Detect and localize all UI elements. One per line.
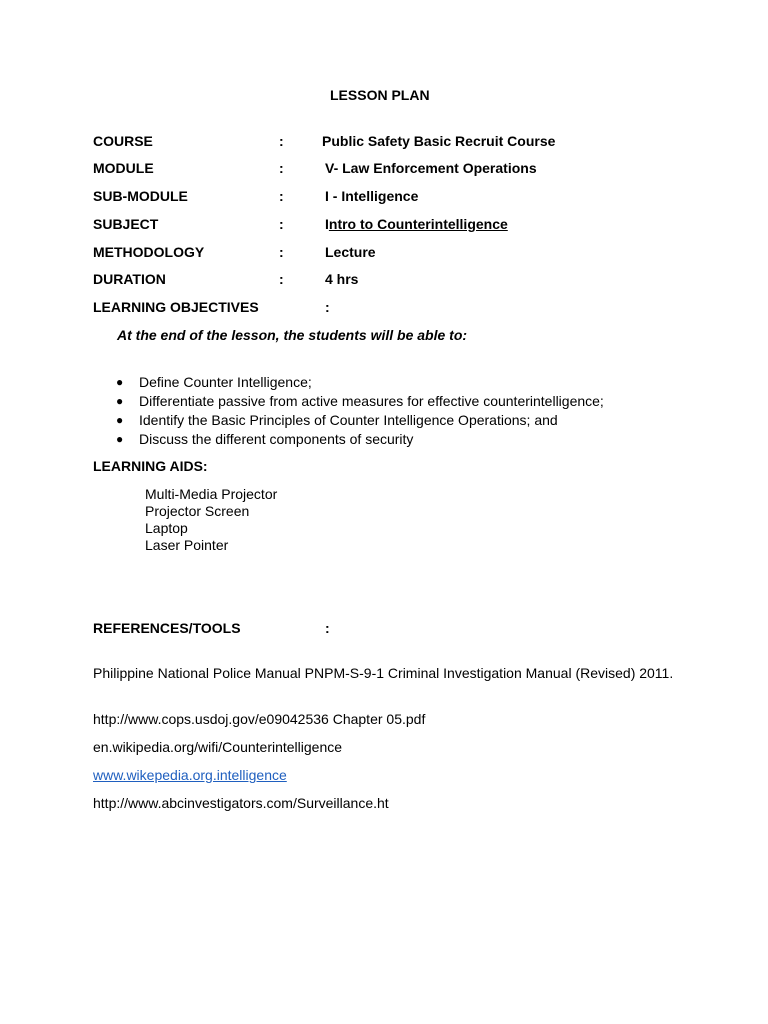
duration-label: DURATION bbox=[93, 271, 166, 287]
list-item bbox=[93, 392, 604, 411]
bullet-icon: ● bbox=[116, 394, 124, 408]
objective-text: Define Counter Intelligence; bbox=[139, 374, 312, 390]
course-value: Public Safety Basic Recruit Course bbox=[322, 133, 556, 149]
objective-text: Discuss the different components of security bbox=[139, 431, 414, 447]
reference-link[interactable]: www.wikepedia.org.intelligence bbox=[93, 767, 287, 783]
module-row bbox=[93, 160, 693, 180]
objectives-intro: At the end of the lesson, the students will be able to: bbox=[117, 327, 468, 343]
methodology-colon: : bbox=[279, 244, 284, 260]
bullet-icon: ● bbox=[116, 375, 124, 389]
references-label: REFERENCES/TOOLS bbox=[93, 620, 241, 636]
list-item bbox=[93, 411, 604, 430]
references-colon: : bbox=[325, 620, 330, 636]
subject-value-initial: I bbox=[325, 216, 329, 232]
learning-objectives-colon: : bbox=[325, 299, 330, 315]
reference-url: http://www.cops.usdoj.gov/e09042536 Chapter 05.pdf bbox=[93, 711, 426, 727]
learning-objectives-label: LEARNING OBJECTIVES bbox=[93, 299, 259, 315]
duration-row bbox=[93, 271, 693, 291]
list-item: Laser Pointer bbox=[145, 537, 229, 553]
learning-objectives-row bbox=[93, 299, 693, 319]
subject-row bbox=[93, 216, 693, 236]
list-item: Multi-Media Projector bbox=[145, 486, 278, 502]
bullet-icon: ● bbox=[116, 432, 124, 446]
learning-aids-heading: LEARNING AIDS: bbox=[93, 458, 208, 474]
sub-module-label: SUB-MODULE bbox=[93, 188, 188, 204]
list-item: Projector Screen bbox=[145, 503, 250, 519]
subject-label: SUBJECT bbox=[93, 216, 159, 232]
reference-url: en.wikipedia.org/wifi/Counterintelligence bbox=[93, 739, 343, 755]
list-item bbox=[93, 430, 604, 449]
reference-url: http://www.abcinvestigators.com/Surveillance.ht bbox=[93, 795, 389, 811]
subject-colon: : bbox=[279, 216, 284, 232]
learning-aids-list bbox=[145, 486, 277, 554]
methodology-label: METHODOLOGY bbox=[93, 244, 205, 260]
references-heading bbox=[93, 620, 693, 636]
sub-module-value: I - Intelligence bbox=[325, 188, 419, 204]
course-label: COURSE bbox=[93, 133, 153, 149]
course-colon: : bbox=[279, 133, 284, 149]
bullet-icon: ● bbox=[116, 413, 124, 427]
objective-text: Differentiate passive from active measures for effective counterintelligence; bbox=[139, 393, 604, 409]
subject-value-underlined: ntro to Counterintelligence bbox=[328, 216, 508, 232]
module-colon: : bbox=[279, 160, 284, 176]
duration-value: 4 hrs bbox=[325, 271, 359, 287]
subject-value bbox=[325, 216, 508, 232]
sub-module-colon: : bbox=[279, 188, 284, 204]
list-item bbox=[93, 373, 604, 392]
methodology-row bbox=[93, 244, 693, 264]
reference-manual: Philippine National Police Manual PNPM-S-9-1 Criminal Investigation Manual (Revised) 2011. bbox=[93, 665, 674, 681]
module-label: MODULE bbox=[93, 160, 154, 176]
list-item: Laptop bbox=[145, 520, 188, 536]
objective-text: Identify the Basic Principles of Counter Intelligence Operations; and bbox=[139, 412, 558, 428]
sub-module-row bbox=[93, 188, 693, 208]
duration-colon: : bbox=[279, 271, 284, 287]
page-title: LESSON PLAN bbox=[330, 87, 430, 103]
methodology-value: Lecture bbox=[325, 244, 376, 260]
course-row bbox=[93, 133, 693, 153]
objectives-list bbox=[93, 373, 604, 449]
module-value: V- Law Enforcement Operations bbox=[325, 160, 537, 176]
